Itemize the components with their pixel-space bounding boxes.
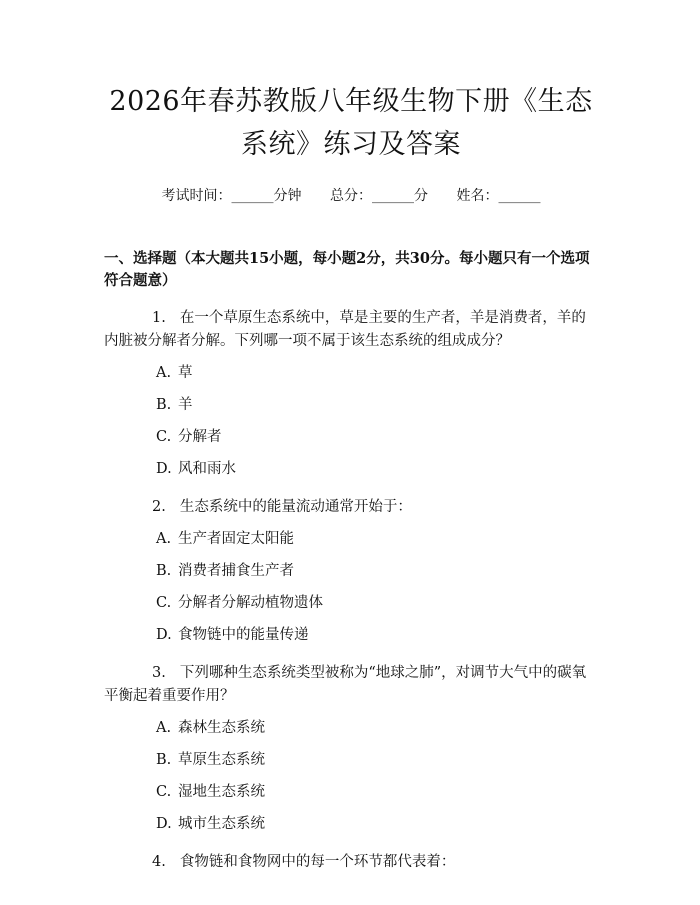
option-text: 分解者分解动植物遗体 xyxy=(178,595,323,611)
option-text: 湿地生态系统 xyxy=(178,784,265,800)
option-text: 草 xyxy=(178,365,193,381)
option-c xyxy=(156,426,598,449)
option-d xyxy=(156,624,598,647)
question-text: 下列哪种生态系统类型被称为“地球之肺”，对调节大气中的碳氧平衡起着重要作用？ xyxy=(104,665,587,704)
option-text: 风和雨水 xyxy=(178,461,236,477)
exam-info xyxy=(104,186,598,206)
option-d xyxy=(156,458,598,481)
option-letter: B. xyxy=(156,563,172,579)
question-1 xyxy=(104,307,598,353)
total-score-field: 总分：______分 xyxy=(330,188,428,204)
option-b xyxy=(156,560,598,583)
question-number: 4. xyxy=(152,854,166,870)
option-a xyxy=(156,528,598,551)
option-b xyxy=(156,749,598,772)
option-text: 羊 xyxy=(178,397,193,413)
option-text: 城市生态系统 xyxy=(178,816,265,832)
question-text: 在一个草原生态系统中，草是主要的生产者，羊是消费者，羊的内脏被分解者分解。下列哪一项不属于该生态系统的组成成分？ xyxy=(104,310,586,349)
option-letter: B. xyxy=(156,397,172,413)
option-text: 消费者捕食生产者 xyxy=(178,563,294,579)
question-2 xyxy=(104,496,598,519)
exam-time-field: 考试时间：______分钟 xyxy=(161,188,302,204)
option-c xyxy=(156,592,598,615)
option-letter: C. xyxy=(156,429,172,445)
option-text: 森林生态系统 xyxy=(178,720,265,736)
question-2-options xyxy=(104,528,598,647)
option-text: 草原生态系统 xyxy=(178,752,265,768)
question-4 xyxy=(104,851,598,874)
option-b xyxy=(156,394,598,417)
question-text: 生态系统中的能量流动通常开始于： xyxy=(179,499,412,515)
document-title: 2026年春苏教版八年级生物下册《生态系统》练习及答案 xyxy=(109,86,593,160)
question-3-options xyxy=(104,717,598,836)
question-number: 2. xyxy=(152,499,166,515)
question-number: 3. xyxy=(152,665,166,681)
question-number: 1. xyxy=(152,310,166,326)
option-c xyxy=(156,781,598,804)
student-name-field: 姓名：______ xyxy=(456,188,541,204)
option-letter: D. xyxy=(156,461,172,477)
option-a xyxy=(156,717,598,740)
option-letter: B. xyxy=(156,752,172,768)
option-letter: C. xyxy=(156,784,172,800)
option-text: 生产者固定太阳能 xyxy=(178,531,294,547)
option-letter: C. xyxy=(156,595,172,611)
option-a xyxy=(156,362,598,385)
section-heading: 一、选择题（本大题共15小题，每小题2分，共30分。每小题只有一个选项符合题意） xyxy=(104,250,590,289)
option-letter: A. xyxy=(156,531,172,547)
option-text: 分解者 xyxy=(178,429,222,445)
option-letter: A. xyxy=(156,720,172,736)
option-letter: A. xyxy=(156,365,172,381)
option-text: 食物链中的能量传递 xyxy=(178,627,309,643)
question-text: 食物链和食物网中的每一个环节都代表着： xyxy=(179,854,456,870)
option-letter: D. xyxy=(156,816,172,832)
option-letter: D. xyxy=(156,627,172,643)
question-1-options xyxy=(104,362,598,481)
question-3 xyxy=(104,662,598,708)
option-d xyxy=(156,813,598,836)
